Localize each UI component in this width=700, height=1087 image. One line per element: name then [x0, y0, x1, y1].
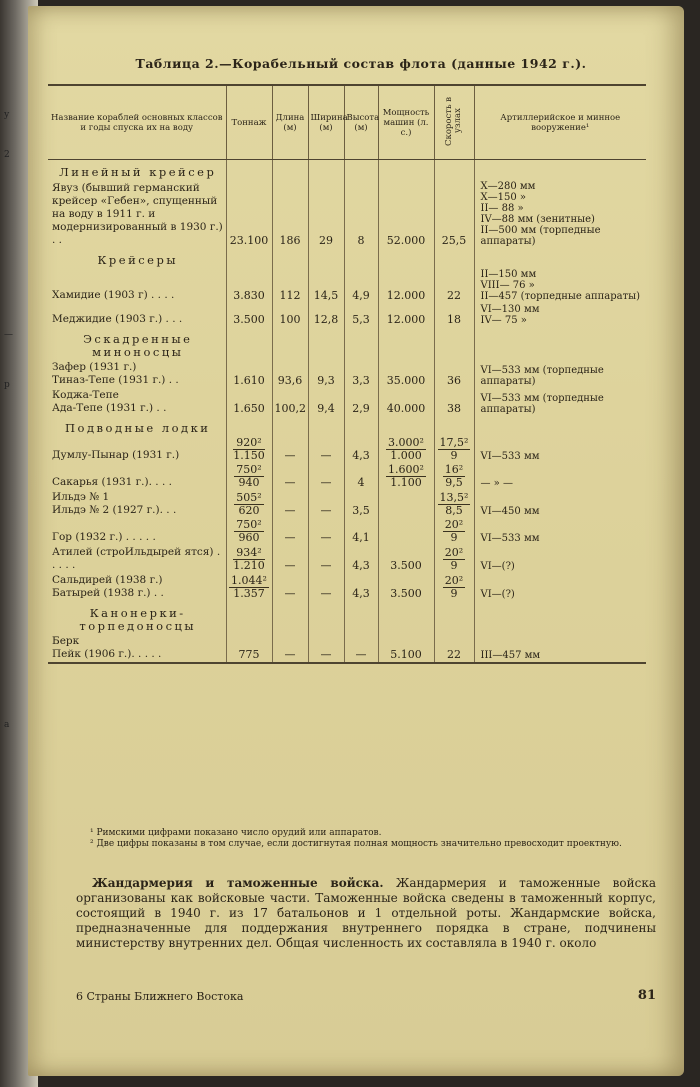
- tonnage-cell: [226, 573, 272, 601]
- length-cell: —: [272, 545, 308, 573]
- fraction: [234, 464, 263, 489]
- empty-cell: [226, 601, 272, 634]
- power-cell: 3.500: [378, 573, 434, 601]
- tonnage-cell: 775: [226, 634, 272, 663]
- group-title: Канонерки-торпедоносцы: [48, 601, 226, 634]
- empty-cell: [474, 248, 646, 268]
- empty-cell: [474, 601, 646, 634]
- ship-name-line: Думлу-Пынар (1931 г.): [52, 449, 180, 461]
- fraction: [386, 464, 426, 489]
- empty-cell: [434, 601, 474, 634]
- armament-line: IV— 75 »: [480, 315, 527, 326]
- armament-line: — » —: [480, 478, 513, 489]
- fraction-bottom: 960: [238, 531, 260, 544]
- armament-line: VI—(?): [480, 589, 515, 600]
- empty-cell: [226, 327, 272, 360]
- speed-cell: [434, 518, 474, 545]
- fleet-table-wrapper: [48, 84, 646, 664]
- draft-cell: 2,9: [344, 388, 378, 416]
- header-arms: Артиллерийское и минное вооружение¹: [474, 85, 646, 160]
- speed-cell: 18: [434, 303, 474, 327]
- fraction-bottom: 1.000: [390, 449, 422, 462]
- power-cell: 52.000: [378, 180, 434, 248]
- draft-cell: —: [344, 634, 378, 663]
- armament-line: VI—533 мм: [480, 533, 540, 544]
- armament-cell: [474, 634, 646, 663]
- fraction-top: 934²: [233, 547, 265, 560]
- armament-line: X—150 »: [480, 192, 527, 203]
- empty-cell: [378, 327, 434, 360]
- empty-cell: [308, 416, 344, 436]
- width-cell: 12,8: [308, 303, 344, 327]
- header-width: Ширина (м): [308, 85, 344, 160]
- fraction-bottom: 9: [450, 559, 458, 572]
- armament-cell: [474, 268, 646, 303]
- width-cell: —: [308, 545, 344, 573]
- header-draft: Высота (м): [344, 85, 378, 160]
- empty-cell: [474, 327, 646, 360]
- width-cell: —: [308, 490, 344, 518]
- header-power: Мощность машин (л. с.): [378, 85, 434, 160]
- ship-name: [48, 388, 226, 416]
- fraction-bottom: 9,5: [445, 476, 463, 489]
- book-page: [28, 6, 684, 1076]
- fraction-bottom: 9: [450, 531, 458, 544]
- draft-cell: 4,3: [344, 436, 378, 463]
- armament-line: VI—450 мм: [480, 506, 540, 517]
- power-cell: [378, 490, 434, 518]
- draft-cell: 3,5: [344, 490, 378, 518]
- power-cell: 35.000: [378, 360, 434, 388]
- armament-line: III—457 мм: [480, 650, 541, 661]
- armament-line: II— 88 »: [480, 203, 524, 214]
- tonnage-cell: [226, 436, 272, 463]
- armament-line: VI—130 мм: [480, 304, 540, 315]
- width-cell: —: [308, 573, 344, 601]
- armament-cell: [474, 360, 646, 388]
- length-cell: 186: [272, 180, 308, 248]
- empty-cell: [378, 248, 434, 268]
- power-cell: [378, 436, 434, 463]
- speed-cell: 38: [434, 388, 474, 416]
- draft-cell: 4,9: [344, 268, 378, 303]
- empty-cell: [434, 327, 474, 360]
- fraction-bottom: 1.150: [233, 449, 265, 462]
- table-row: [48, 518, 646, 545]
- empty-cell: [272, 601, 308, 634]
- power-cell: [378, 463, 434, 490]
- ship-name: [48, 436, 226, 463]
- fraction-top: 20²: [444, 518, 464, 531]
- body-paragraph: [76, 876, 656, 951]
- ship-name-line: Пейк (1906 г.). . . . .: [52, 648, 162, 660]
- speed-cell: [434, 573, 474, 601]
- tonnage-cell: 1.610: [226, 360, 272, 388]
- speed-cell: 22: [434, 634, 474, 663]
- table-row: [48, 303, 646, 327]
- table-row: [48, 360, 646, 388]
- empty-cell: [344, 416, 378, 436]
- speed-cell: 22: [434, 268, 474, 303]
- group-title: Линейный крейсер: [48, 160, 226, 181]
- page-number: 81: [637, 988, 656, 1003]
- length-cell: —: [272, 490, 308, 518]
- table-row: [48, 388, 646, 416]
- table-group-row: [48, 327, 646, 360]
- ship-name: [48, 180, 226, 248]
- table-row: [48, 180, 646, 248]
- length-cell: 112: [272, 268, 308, 303]
- width-cell: 14,5: [308, 268, 344, 303]
- ship-name: [48, 360, 226, 388]
- power-cell: 3.500: [378, 545, 434, 573]
- armament-line: II—150 мм: [480, 269, 537, 280]
- fraction-bottom: 1.357: [233, 587, 265, 600]
- length-cell: 100: [272, 303, 308, 327]
- armament-cell: [474, 463, 646, 490]
- tonnage-cell: [226, 463, 272, 490]
- length-cell: —: [272, 518, 308, 545]
- length-cell: —: [272, 573, 308, 601]
- width-cell: —: [308, 436, 344, 463]
- header-length: Длина (м): [272, 85, 308, 160]
- fraction-top: 750²: [236, 518, 262, 531]
- empty-cell: [226, 248, 272, 268]
- tonnage-cell: 3.830: [226, 268, 272, 303]
- ship-name-line: Ада-Тепе (1931 г.) . .: [52, 402, 167, 414]
- draft-cell: 4,1: [344, 518, 378, 545]
- armament-line: VIII— 76 »: [480, 280, 535, 291]
- ship-name: [48, 490, 226, 518]
- power-cell: 5.100: [378, 634, 434, 663]
- tonnage-cell: 1.650: [226, 388, 272, 416]
- header-name: Название кораблей основных классов и годы спуска их на воду: [48, 85, 226, 160]
- empty-cell: [308, 327, 344, 360]
- length-cell: —: [272, 463, 308, 490]
- length-cell: —: [272, 634, 308, 663]
- table-body: [48, 160, 646, 664]
- fraction-bottom: 8,5: [445, 504, 463, 517]
- fraction-top: 20²: [444, 574, 464, 587]
- width-cell: 29: [308, 180, 344, 248]
- fraction-top: 505²: [236, 491, 262, 504]
- table-row: [48, 545, 646, 573]
- tonnage-cell: [226, 490, 272, 518]
- footer-signature: 6 Страны Ближнего Востока: [76, 990, 244, 1003]
- empty-cell: [226, 416, 272, 436]
- fraction: [233, 547, 265, 572]
- power-cell: 12.000: [378, 303, 434, 327]
- ship-name-line: Тиназ-Тепе (1931 г.) . .: [52, 374, 179, 386]
- ship-name: [48, 303, 226, 327]
- armament-line: IV—88 мм (зенитные): [480, 214, 595, 225]
- group-title: Подводные лодки: [48, 416, 226, 436]
- ship-name-line: Ильдэ № 2 (1927 г.). . .: [52, 504, 177, 516]
- fraction-top: 1.044²: [231, 574, 267, 587]
- ship-name: [48, 634, 226, 663]
- footnote-2: ² Две цифры показаны в том случае, если достигнутая полная мощность значительно превосходит проектную.: [90, 839, 622, 849]
- speed-cell: [434, 490, 474, 518]
- fraction-bottom: 9: [450, 587, 458, 600]
- ship-name-line: Батырей (1938 г.) . .: [52, 587, 164, 599]
- fraction-top: 3.000²: [388, 436, 424, 449]
- left-edge-fragment: —: [4, 330, 14, 340]
- empty-cell: [344, 327, 378, 360]
- ship-name-line: Атилей (строИльдырей ятся) . . . . .: [52, 546, 221, 571]
- fraction-bottom: 620: [238, 504, 260, 517]
- left-edge-fragment: а: [4, 720, 11, 730]
- armament-cell: [474, 388, 646, 416]
- fraction: [443, 519, 465, 544]
- width-cell: —: [308, 634, 344, 663]
- power-cell: 12.000: [378, 268, 434, 303]
- header-speed: [434, 85, 474, 160]
- length-cell: 93,6: [272, 360, 308, 388]
- fraction: [443, 575, 465, 600]
- empty-cell: [378, 416, 434, 436]
- power-cell: 40.000: [378, 388, 434, 416]
- empty-cell: [434, 160, 474, 181]
- draft-cell: 4,3: [344, 573, 378, 601]
- footnote-1: ¹ Римскими цифрами показано число орудий или аппаратов.: [90, 828, 382, 838]
- fraction: [443, 547, 465, 572]
- length-cell: —: [272, 436, 308, 463]
- armament-line: II—457 (торпедные аппараты): [480, 291, 640, 302]
- ship-name: [48, 573, 226, 601]
- empty-cell: [272, 327, 308, 360]
- speed-cell: 36: [434, 360, 474, 388]
- table-header-row: [48, 85, 646, 160]
- fraction: [438, 437, 471, 462]
- fraction-top: 750²: [236, 463, 262, 476]
- width-cell: —: [308, 518, 344, 545]
- fraction-top: 16²: [444, 463, 464, 476]
- armament-cell: [474, 180, 646, 248]
- table-row: [48, 573, 646, 601]
- armament-line: VI—(?): [480, 561, 515, 572]
- left-edge-fragment: р: [4, 380, 11, 390]
- empty-cell: [474, 416, 646, 436]
- fraction: [443, 464, 465, 489]
- empty-cell: [344, 601, 378, 634]
- draft-cell: 3,3: [344, 360, 378, 388]
- fraction-top: 1.600²: [388, 463, 424, 476]
- table-group-row: [48, 416, 646, 436]
- table-title: Таблица 2.—Корабельный состав флота (данные 1942 г.).: [135, 56, 587, 71]
- ship-name: [48, 545, 226, 573]
- fraction-bottom: 940: [238, 476, 260, 489]
- empty-cell: [344, 248, 378, 268]
- armament-line: II—500 мм (торпедные аппараты): [480, 225, 601, 247]
- fraction: [229, 575, 269, 600]
- table-row: [48, 436, 646, 463]
- empty-cell: [308, 248, 344, 268]
- armament-line: X—280 мм: [480, 181, 536, 192]
- empty-cell: [474, 160, 646, 181]
- footnotes: [76, 828, 656, 850]
- tonnage-cell: [226, 518, 272, 545]
- empty-cell: [226, 160, 272, 181]
- ship-name-line: Гор (1932 г.) . . . . .: [52, 531, 156, 543]
- fleet-table: [48, 84, 646, 664]
- speed-cell: [434, 463, 474, 490]
- header-speed-label: Скорость в узлах: [444, 96, 463, 146]
- ship-name-line: Берк: [52, 635, 80, 647]
- draft-cell: 8: [344, 180, 378, 248]
- armament-line: VI—533 мм (торпедные аппараты): [480, 393, 604, 415]
- empty-cell: [378, 160, 434, 181]
- body-text: Жандармерия и таможенные войска организованы как войсковые части. Таможенные войска сведены в таможенный корпус, состоящий в 1940 г. из 17 батальонов и 1 отдельной роты. Жандармские войска, предназначенные для поддержания внутреннего порядка в стране, подчинены министерству внутренних дел. Общая численность их составляла в 1940 г. около: [76, 876, 656, 950]
- ship-name-line: Сальдирей (1938 г.): [52, 574, 163, 586]
- draft-cell: 5,3: [344, 303, 378, 327]
- header-tonnage: Тоннаж: [226, 85, 272, 160]
- ship-name: [48, 463, 226, 490]
- table-row: [48, 268, 646, 303]
- width-cell: 9,4: [308, 388, 344, 416]
- length-cell: 100,2: [272, 388, 308, 416]
- armament-cell: [474, 303, 646, 327]
- width-cell: —: [308, 463, 344, 490]
- fraction: [386, 437, 426, 462]
- body-heading: Жандармерия и таможенные войска.: [92, 876, 384, 890]
- empty-cell: [308, 160, 344, 181]
- empty-cell: [434, 416, 474, 436]
- draft-cell: 4: [344, 463, 378, 490]
- armament-line: VI—533 мм: [480, 451, 540, 462]
- empty-cell: [272, 248, 308, 268]
- armament-cell: [474, 436, 646, 463]
- page-footer: [76, 990, 656, 1003]
- ship-name: [48, 268, 226, 303]
- draft-cell: 4,3: [344, 545, 378, 573]
- tonnage-cell: 23.100: [226, 180, 272, 248]
- armament-cell: [474, 518, 646, 545]
- fraction-bottom: 1.210: [233, 559, 265, 572]
- ship-name: [48, 518, 226, 545]
- tonnage-cell: 3.500: [226, 303, 272, 327]
- fraction-bottom: 1.100: [390, 476, 422, 489]
- empty-cell: [272, 160, 308, 181]
- fraction-top: 17,5²: [439, 436, 469, 449]
- table-row: [48, 634, 646, 663]
- armament-cell: [474, 573, 646, 601]
- table-row: [48, 490, 646, 518]
- fraction: [234, 519, 263, 544]
- table-row: [48, 463, 646, 490]
- ship-name-line: Коджа-Тепе: [52, 389, 119, 401]
- table-group-row: [48, 160, 646, 181]
- ship-name-line: Ильдэ № 1: [52, 491, 110, 503]
- group-title: Крейсеры: [48, 248, 226, 268]
- empty-cell: [378, 601, 434, 634]
- speed-cell: 25,5: [434, 180, 474, 248]
- armament-line: VI—533 мм (торпедные аппараты): [480, 365, 604, 387]
- ship-name-line: Сакарья (1931 г.). . . .: [52, 476, 172, 488]
- empty-cell: [434, 248, 474, 268]
- speed-cell: [434, 436, 474, 463]
- fraction-bottom: 9: [450, 449, 458, 462]
- speed-cell: [434, 545, 474, 573]
- empty-cell: [308, 601, 344, 634]
- armament-cell: [474, 545, 646, 573]
- fraction-top: 20²: [444, 546, 464, 559]
- ship-name-line: Явуз (бывший германский крейсер «Гебен», спущенный на воду в 1911 г. и модернизированный в 1930 г.) . .: [52, 182, 223, 246]
- width-cell: 9,3: [308, 360, 344, 388]
- fraction: [438, 492, 471, 517]
- ship-name-line: Зафер (1931 г.): [52, 361, 137, 373]
- left-edge-fragment: у: [4, 110, 11, 120]
- fraction: [234, 492, 263, 517]
- ship-name-line: Хамидие (1903 г) . . . .: [52, 289, 175, 301]
- empty-cell: [344, 160, 378, 181]
- fraction-top: 13,5²: [439, 491, 469, 504]
- fraction: [233, 437, 265, 462]
- group-title: Эскадренные миноносцы: [48, 327, 226, 360]
- table-group-row: [48, 248, 646, 268]
- left-edge-fragment: 2: [4, 150, 11, 160]
- armament-cell: [474, 490, 646, 518]
- tonnage-cell: [226, 545, 272, 573]
- fraction-top: 920²: [233, 437, 265, 450]
- ship-name-line: Меджидие (1903 г.) . . .: [52, 313, 183, 325]
- table-group-row: [48, 601, 646, 634]
- power-cell: [378, 518, 434, 545]
- empty-cell: [272, 416, 308, 436]
